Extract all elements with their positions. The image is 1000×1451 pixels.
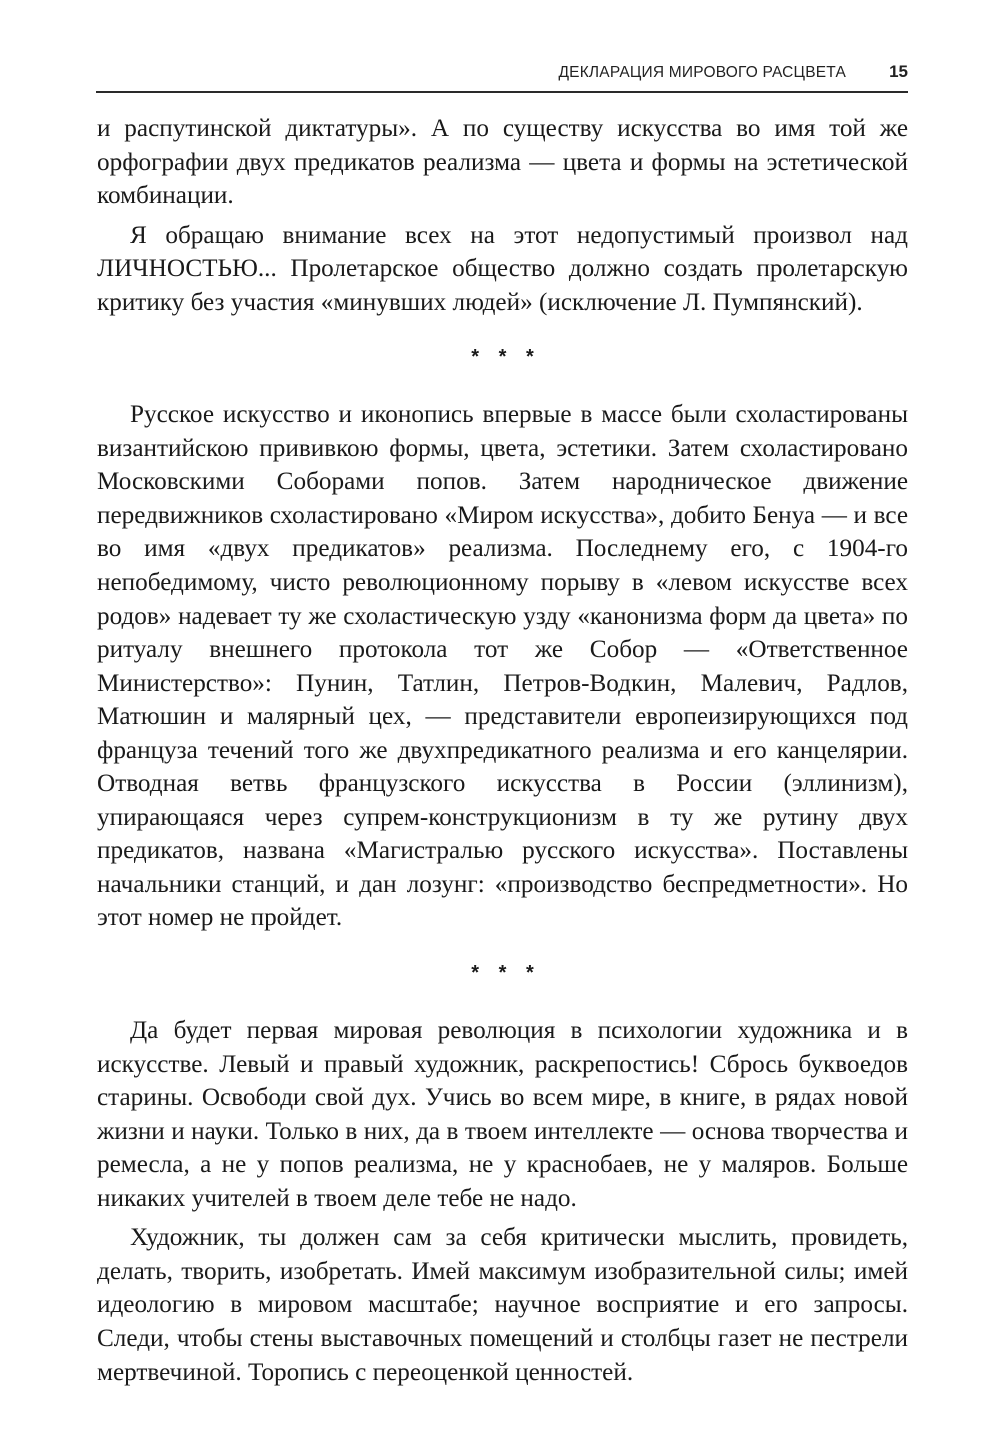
- section-separator-2: * * *: [471, 962, 541, 985]
- running-title: ДЕКЛАРАЦИЯ МИРОВОГО РАСЦВЕТА: [558, 64, 846, 81]
- running-header: [96, 62, 908, 90]
- page-number: 15: [889, 62, 908, 81]
- paragraph-1: и распутинской диктатуры». А по существу искусства во имя той же орфографии двух предикатов реализма — цвета и формы на эстетической комбинации.: [97, 115, 908, 210]
- paragraph-3: Русское искусство и иконопись впервые в массе были схоластированы византийскою прививкою формы, цвета, эстетики. Затем схоластировано Московскими Соборами попов. Затем народническое движение передвижников схоластировано «Миром искусства», добито Бенуа — и все во имя «двух предикатов» реализма. Последнему его, с 1904-го непобедимому, чисто революционному порыву в «левом искусстве всех родов» надевает ту же схоластическую узду «канонизма форм да цвета» по ритуалу внешнего протокола тот же Собор — «Ответственное Министерство»: Пунин, Татлин, Петров-Водкин, Малевич, Радлов, Матюшин и малярный цех, — представители европеизирующихся под француза течений того же двухпредикатного реализма и его канцелярии. Отводная ветвь французского искусства в России (эллинизм), упирающаяся через супрем-конструкционизм в ту же рутину двух предикатов, названа «Магистралью русского искусства». Поставлены начальники станций, и дан лозунг: «производство беспредметности». Но этот номер не пройдет.: [97, 401, 908, 932]
- paragraph-2: Я обращаю внимание всех на этот недопустимый произвол над ЛИЧНОСТЬЮ... Пролетарское общество должно создать пролетарскую критику без участия «минувших людей» (исключение Л. Пумпянский).: [97, 221, 908, 316]
- body-text: [97, 112, 908, 1389]
- header-rule: [96, 91, 908, 93]
- paragraph-5: Художник, ты должен сам за себя критически мыслить, провидеть, делать, творить, изобретать. Имей максимум изобразительной силы; имей идеологию в мировом масштабе; научное восприятие и его запросы. Следи, чтобы стены выставочных помещений и столбцы газет не пестрели мертвечиной. Торопись с переоценкой ценностей.: [97, 1224, 908, 1386]
- section-separator-1: * * *: [471, 346, 541, 369]
- paragraph-4: Да будет первая мировая революция в психологии художника и в искусстве. Левый и правый художник, раскрепостись! Сбрось буквоедов старины. Освободи свой дух. Учись во всем мире, в книге, в рядах новой жизни и науки. Только в них, да в твоем интеллекте — основа творчества и ремесла, а не у попов реализма, не у краснобаев, не у маляров. Больше никаких учителей в твоем деле тебе не надо.: [97, 1017, 908, 1212]
